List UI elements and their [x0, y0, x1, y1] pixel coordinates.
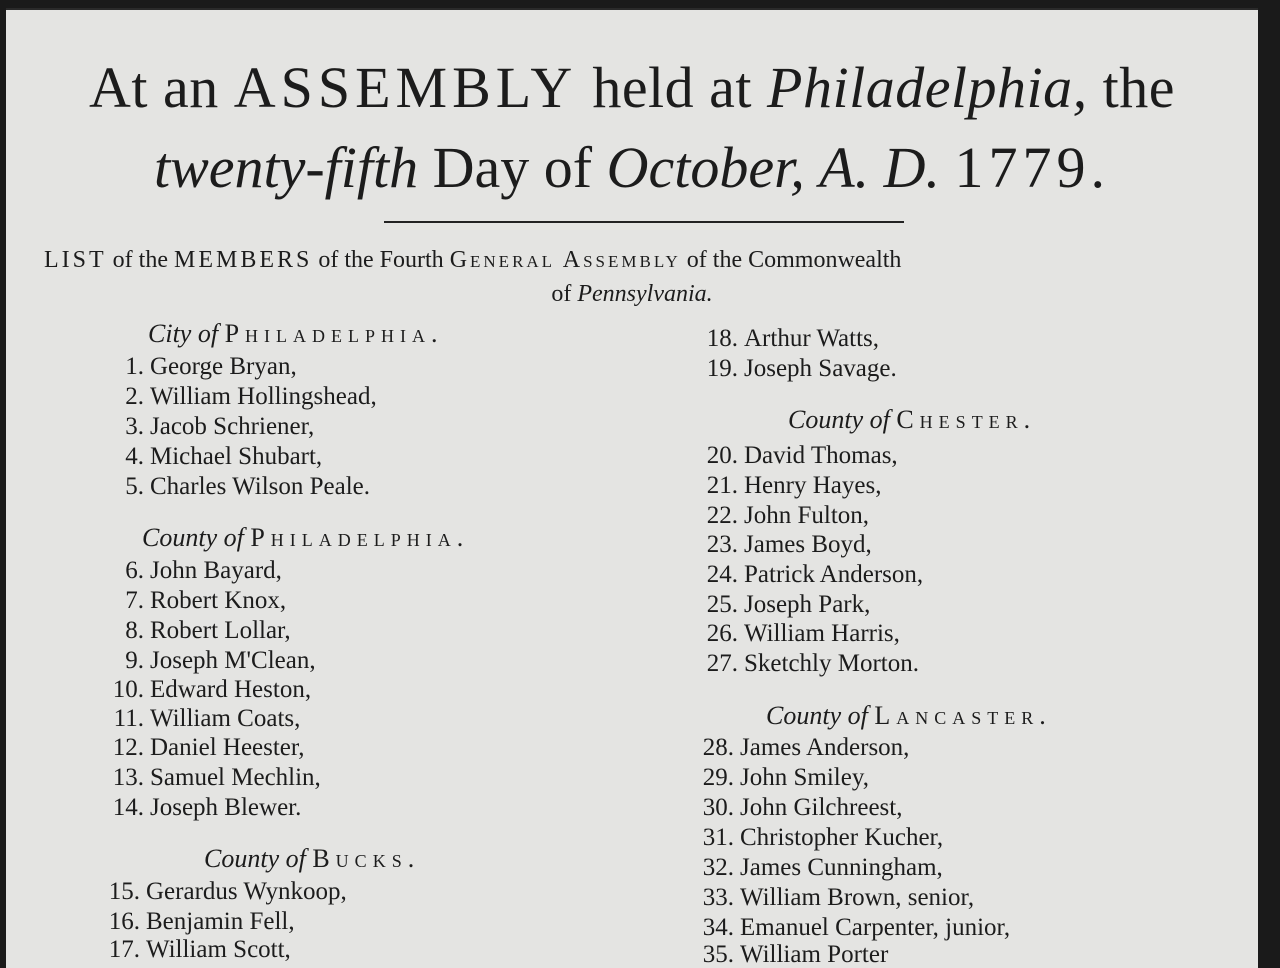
list-heading-line-2 [6, 278, 1258, 310]
list-heading [44, 244, 1244, 276]
title-rule [384, 221, 904, 223]
list-item: 16. Benjamin Fell, [108, 908, 295, 935]
title-the: the [1102, 55, 1176, 120]
list-item: 26. William Harris, [706, 620, 900, 647]
list-heading-of-the: of the [112, 247, 168, 273]
list-item: 5. Charles Wilson Peale. [125, 473, 371, 500]
section-label: City of [148, 319, 219, 348]
list-heading-commonwealth: of the Commonwealth [686, 247, 902, 273]
list-item: 22. John Fulton, [706, 502, 870, 529]
title-line-2 [6, 136, 1258, 200]
list-item: 7. Robert Knox, [125, 587, 287, 614]
section-county-bucks [204, 843, 420, 875]
title-year: 1779. [954, 135, 1111, 200]
list-item: 15. Gerardus Wynkoop, [108, 878, 347, 905]
document-page [6, 8, 1258, 968]
list-item: 27. Sketchly Morton. [706, 650, 919, 677]
list-item: 19. Joseph Savage. [706, 355, 897, 382]
section-label: County of [142, 523, 244, 552]
list-item: 20. David Thomas, [706, 442, 898, 469]
title-assembly: ASSEMBLY [233, 55, 578, 120]
list-item: 14. Joseph Blewer. [112, 794, 302, 821]
list-item: 3. Jacob Schriener, [125, 413, 315, 440]
section-place: Philadelphia. [250, 523, 470, 552]
list-item: 34. Emanuel Carpenter, junior, [702, 914, 1011, 941]
section-place: Chester. [896, 405, 1037, 434]
list-item: 13. Samuel Mechlin, [112, 764, 321, 791]
section-place: Lancaster. [874, 701, 1052, 730]
list-item: 25. Joseph Park, [706, 591, 871, 618]
section-place: Philadelphia. [224, 319, 444, 348]
list-item: 9. Joseph M'Clean, [125, 647, 316, 674]
top-border [6, 8, 1258, 10]
title-october: October, [606, 135, 805, 200]
list-item: 23. James Boyd, [706, 531, 872, 558]
list-item: 29. John Smiley, [702, 764, 869, 791]
list-item: 33. William Brown, senior, [702, 884, 975, 911]
section-county-chester [788, 404, 1036, 436]
list-item: 30. John Gilchreest, [702, 794, 903, 821]
list-item: 8. Robert Lollar, [125, 617, 291, 644]
list-item: 1. George Bryan, [125, 353, 297, 380]
title-held-at: held at [592, 55, 753, 120]
list-item: 4. Michael Shubart, [125, 443, 323, 470]
list-item: 18. Arthur Watts, [706, 325, 880, 352]
list-item: 31. Christopher Kucher, [702, 824, 944, 851]
list-item: 32. James Cunningham, [702, 854, 943, 881]
list-item: 17. William Scott, [108, 936, 291, 963]
list-heading-pennsylvania: Pennsylvania. [577, 281, 713, 307]
list-item: 28. James Anderson, [702, 734, 910, 761]
list-item: 11. William Coats, [113, 705, 301, 732]
list-heading-list: LIST [44, 247, 107, 273]
list-heading-members: MEMBERS [173, 247, 313, 273]
list-item: 21. Henry Hayes, [706, 472, 882, 499]
list-item: 10. Edward Heston, [112, 676, 312, 703]
list-item: 6. John Bayard, [125, 557, 282, 584]
list-heading-of-the-fourth: of the Fourth [318, 247, 444, 273]
title-line-1 [6, 56, 1258, 120]
section-label: County of [788, 405, 890, 434]
list-item: 35. William Porter [702, 941, 889, 968]
list-item: 12. Daniel Heester, [112, 734, 305, 761]
title-twenty-fifth: twenty-fifth [153, 135, 419, 200]
title-philadelphia: Philadelphia, [767, 55, 1088, 120]
title-at-an: At an [88, 55, 219, 120]
section-label: County of [204, 844, 306, 873]
title-day-of: Day of [432, 135, 593, 200]
list-item: 2. William Hollingshead, [125, 383, 377, 410]
list-heading-of: of [551, 281, 572, 307]
section-county-philadelphia [142, 522, 469, 554]
list-heading-general-assembly: General Assembly [449, 247, 681, 273]
section-place: Bucks. [312, 844, 421, 873]
section-city-philadelphia [148, 318, 444, 350]
list-item: 24. Patrick Anderson, [706, 561, 924, 588]
section-county-lancaster [766, 700, 1052, 732]
section-label: County of [766, 701, 868, 730]
title-ad: A. D. [819, 135, 941, 200]
